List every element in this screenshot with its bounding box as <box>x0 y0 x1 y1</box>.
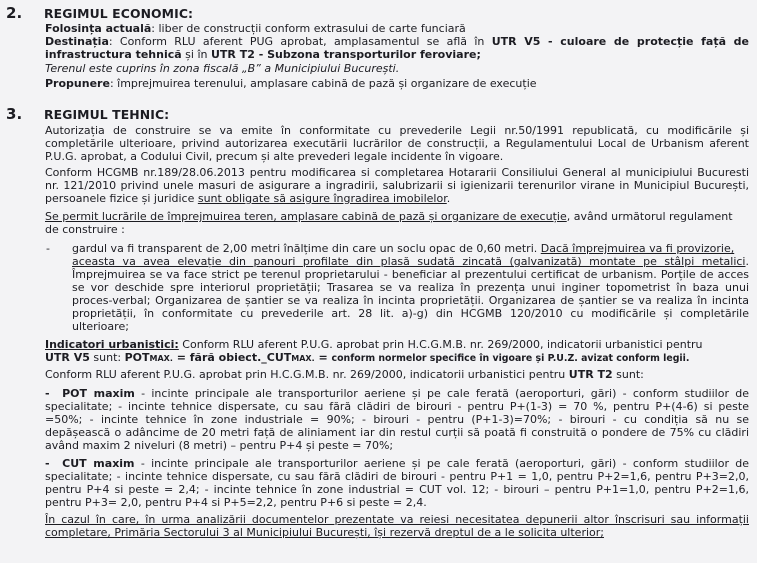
cut-max-line <box>45 457 749 470</box>
pot-max-line: =50%; - incinte tehnice în zone industriale = 90%; - birouri - pentru (P+1-3)=70%; - birouri - cu condiția să nu se <box>45 413 749 426</box>
section-number: 2. <box>6 4 23 22</box>
p3-underlined: Se permit lucrările de împrejmuirea teren, amplasare cabină de pază și organizare de execuție <box>45 210 567 223</box>
conform-t2-suffix: sunt: <box>612 368 644 381</box>
propunere-label: Propunere <box>45 77 110 90</box>
p3-line-2: de construire : <box>45 223 125 236</box>
conform-t2-line <box>45 368 749 381</box>
pot-max-text: - incinte principale ale transporturilor aeriene și pe cale ferată (aeroporturi, gări) - conform studiilor de <box>134 387 749 400</box>
bullet-line: ulterioare; <box>72 320 129 333</box>
utr-t2-label: UTR T2 <box>568 368 613 381</box>
bullet-underlined: aceasta va avea elevație din panouri profilate din plasă sudată zincată (galvanizată) montate pe stâlpi metalici <box>72 255 746 268</box>
bullet-text: gardul va fi transparent de 2,00 metri înălțime din care un soclu opac de 0,60 metri. <box>72 242 541 255</box>
pot-dash: - <box>45 387 50 400</box>
indicatori-text: Conform RLU aferent P.U.G. aprobat prin H.C.G.M.B. nr. 269/2000, indicatorii urbanistici pentru <box>178 338 703 351</box>
destinatia-utr: UTR V5 - culoare de protecție față de <box>491 35 750 48</box>
bullet-end: . <box>745 255 749 268</box>
utr-v5-sunt: sunt: <box>89 351 125 364</box>
p1-line: completările ulterioare, privind autorizarea executării lucrărilor de construcții, a Regulamentului Local de Urbanism aferent <box>45 137 749 150</box>
bullet-line: proces-verbal; Organizarea de șantier se va realiza în incinta proprietății. Organizarea de șantier se va realiza în incinta <box>72 294 749 307</box>
p2-prefix: persoanele fizice și juridice <box>45 192 198 205</box>
p3-line <box>45 210 749 223</box>
folosinta-label: Folosința actuală <box>45 22 152 35</box>
pot-value: = fără obiect._ <box>172 351 267 364</box>
destinatia-label: Destinația <box>45 35 109 48</box>
cut-max-label: CUT maxim <box>62 457 135 470</box>
utr-v5-line <box>45 351 749 365</box>
propunere-line <box>45 77 749 90</box>
destinatia-line <box>45 35 749 48</box>
bullet-line: Împrejmuirea se va face strict pe terenul proprietarului - beneficiar al prezentului certificat de urbanism. Porțile de acces <box>72 268 749 281</box>
cut-eq: = <box>314 351 332 364</box>
pot-label: POT <box>124 351 150 364</box>
pot-max-line: depășească o adâncime de 20 metri față de aliniament iar din restul curții să poată fi construită o pondere de 75% cu clădiri <box>45 426 749 439</box>
bullet-line <box>72 242 749 255</box>
bullet-dash: - <box>46 242 50 255</box>
pot-max-line: având maxim 2 niveluri (8 metri) – pentru P+4 și peste = 70%; <box>45 439 394 452</box>
destinatia-line-2 <box>45 48 749 61</box>
cut-max-line: pentru P+3= 2,0, pentru P+4 si P+5=2,2, pentru P+6 si peste = 2,4. <box>45 496 427 509</box>
cut-label: CUT <box>266 351 292 364</box>
folosinta-text: : liber de construcții conform extrasului de carte funciară <box>151 22 466 35</box>
section-3-heading <box>6 105 169 123</box>
cut-max-line: pentru P+4 si peste = 2,4; - incinte tehnice în zone industrial = CUT vol. 12; - birouri – pentru P+1=1,0, pentru P+2=1,6, <box>45 483 749 496</box>
utr-t2-text: UTR T2 - Subzona transporturilor feroviare; <box>211 48 481 61</box>
indicatori-label: Indicatori urbanistici: <box>45 338 179 351</box>
p2-underlined: sunt obligate să asigure îngradirea imobilelor <box>197 192 447 205</box>
bullet-underlined: Dacă împrejmuirea va fi provizorie, <box>540 242 735 255</box>
p2-line <box>45 192 749 205</box>
p2-line: nr. 121/2010 privind unele masuri de asigurare a ingradirii, salubrizarii si igienizarii terenurilor virane in Municipiul București, <box>45 179 749 192</box>
cut-value: conform normelor specifice în vigoare și P.U.Z. avizat conform legii. <box>331 353 690 364</box>
utr-v5-label: UTR V5 <box>45 351 90 364</box>
cut-max-line: specialitate; - incinte tehnice dispersate, cu sau fără clădiri de birouri - pentru P+1 = 1,0, pentru P+2=1,6, pentru P+3=2,0, <box>45 470 749 483</box>
folosinta-line <box>45 22 749 35</box>
infrastructura-text: infrastructura tehnică <box>45 48 182 61</box>
pot-max-label: POT maxim <box>62 387 135 400</box>
cut-dash: - <box>45 457 50 470</box>
section-title: REGIMUL ECONOMIC: <box>44 6 194 21</box>
pot-max-line: specialitate; - incinte tehnice dispersate, cu sau fără clădiri de birouri - pentru P+(1-3) = 70 %, pentru P+(4-6) si peste <box>45 400 749 413</box>
p2-line: Conform HCGMB nr.189/28.06.2013 pentru modificarea si completarea Hotararii Consiliului General al municipiului Bucuresti <box>45 166 749 179</box>
p1-line: Autorizația de construire se va emite în conformitate cu prevederile Legii nr.50/1991 republicată, cu modificările și <box>45 124 749 137</box>
bullet-line: proprietății, în conformitate cu prevederile art. 28 lit. a)-g) din HCGMB 120/2010 cu modificările și completările <box>72 307 749 320</box>
destinatia-text: : Conform RLU aferent PUG aprobat, amplasamentul se află în <box>108 35 492 48</box>
section-2-heading <box>6 4 193 22</box>
p3-rest: , având următorul regulament <box>566 210 733 223</box>
cut-max-text: - incinte principale ale transporturilor aeriene și pe cale ferată (aeroporturi, gări) - conform studiilor de <box>134 457 750 470</box>
bullet-line: se vor deschide spre interiorul proprietății; Trasarea se va realiza în prezența unui inginer topometrist în baza unui <box>72 281 749 294</box>
section-title: REGIMUL TEHNIC: <box>44 107 170 122</box>
connector-text: și în <box>181 48 211 61</box>
indicatori-line <box>45 338 749 351</box>
bullet-line <box>72 255 749 268</box>
conform-t2-prefix: Conform RLU aferent P.U.G. aprobat prin H.C.G.M.B. nr. 269/2000, indicatorii urbanistici pentru <box>45 368 569 381</box>
p1-line: P.U.G. aprobat, a Codului Civil, precum și alte prevederi legale incidente în vigoare. <box>45 150 504 163</box>
p2-suffix: . <box>446 192 451 205</box>
pot-max-line <box>45 387 749 400</box>
section-number: 3. <box>6 105 23 123</box>
zona-fiscala-line: Terenul este cuprins în zona fiscală „B” a Municipiului București. <box>45 62 400 75</box>
propunere-text: : împrejmuirea terenului, amplasare cabină de pază și organizare de execuție <box>109 77 537 90</box>
pot-sub: MAX. <box>149 354 173 363</box>
cut-sub: MAX. <box>291 354 315 363</box>
final-note-line: În cazul în care, în urma analizării documentelor prezentate va reiesi necesitatea depunerii altor înscrisuri sau informații <box>45 513 749 526</box>
final-note-line: completare, Primăria Sectorului 3 al Municipiului București, își rezervă dreptul de a le solicita ulterior; <box>45 526 604 539</box>
